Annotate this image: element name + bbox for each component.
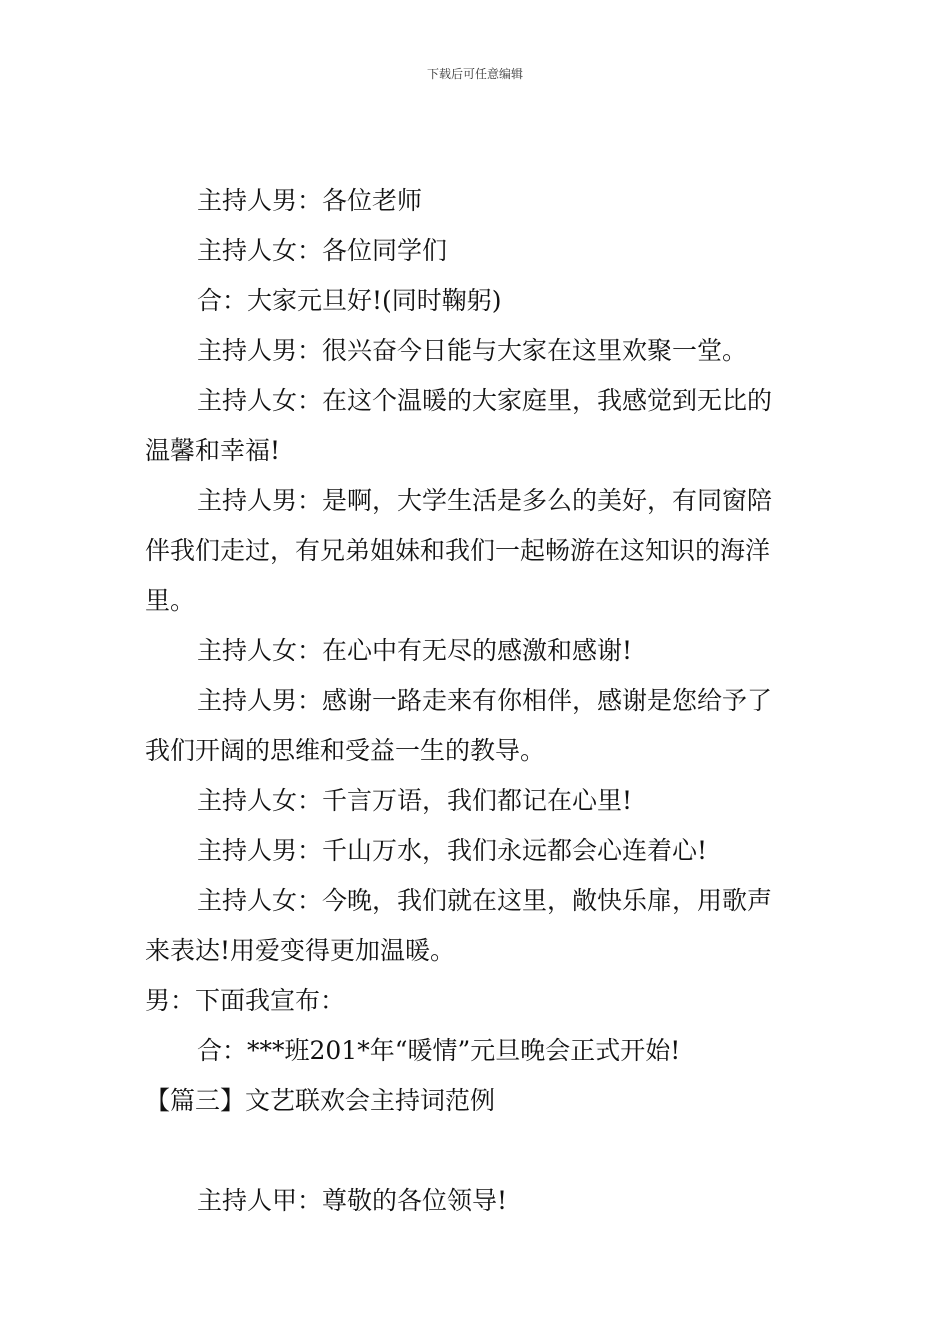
document-body [145,176,810,1226]
paragraph-line: 伴我们走过，有兄弟姐妹和我们一起畅游在这知识的海洋 [145,536,771,565]
section-heading: 【篇三】文艺联欢会主持词范例 [145,1086,496,1115]
paragraph-line: 主持人男：千山万水，我们永远都会心连着心! [197,836,708,865]
paragraph-line: 合：***班201*年“暖情”元旦晚会正式开始! [197,1036,681,1065]
paragraph-line: 我们开阔的思维和受益一生的教导。 [145,736,546,765]
paragraph-line: 主持人女：在心中有无尽的感激和感谢! [197,636,633,665]
paragraph-line: 主持人女：今晚，我们就在这里，敞快乐扉，用歌声 [197,886,773,915]
paragraph-line: 主持人女：千言万语，我们都记在心里! [197,786,633,815]
paragraph-line: 主持人女：在这个温暖的大家庭里，我感觉到无比的 [197,386,773,415]
paragraph-line: 温馨和幸福! [145,436,281,465]
paragraph-line: 来表达!用爱变得更加温暖。 [145,936,456,965]
blank-line [145,1126,810,1176]
paragraph-line: 主持人男：很兴奋今日能与大家在这里欢聚一堂。 [197,336,748,365]
paragraph-line: 主持人男：各位老师 [197,186,423,215]
paragraph-line: 主持人甲：尊敬的各位领导! [197,1186,508,1215]
page-header: 下载后可任意编辑 [426,67,523,81]
paragraph-line: 主持人女：各位同学们 [197,236,448,265]
paragraph-line: 合：大家元旦好!(同时鞠躬) [197,286,502,315]
paragraph-line: 男：下面我宣布： [145,986,346,1015]
paragraph-line: 主持人男：感谢一路走来有你相伴，感谢是您给予了 [197,686,773,715]
paragraph-line: 主持人男：是啊，大学生活是多么的美好，有同窗陪 [197,486,773,515]
paragraph-line: 里。 [145,586,196,615]
